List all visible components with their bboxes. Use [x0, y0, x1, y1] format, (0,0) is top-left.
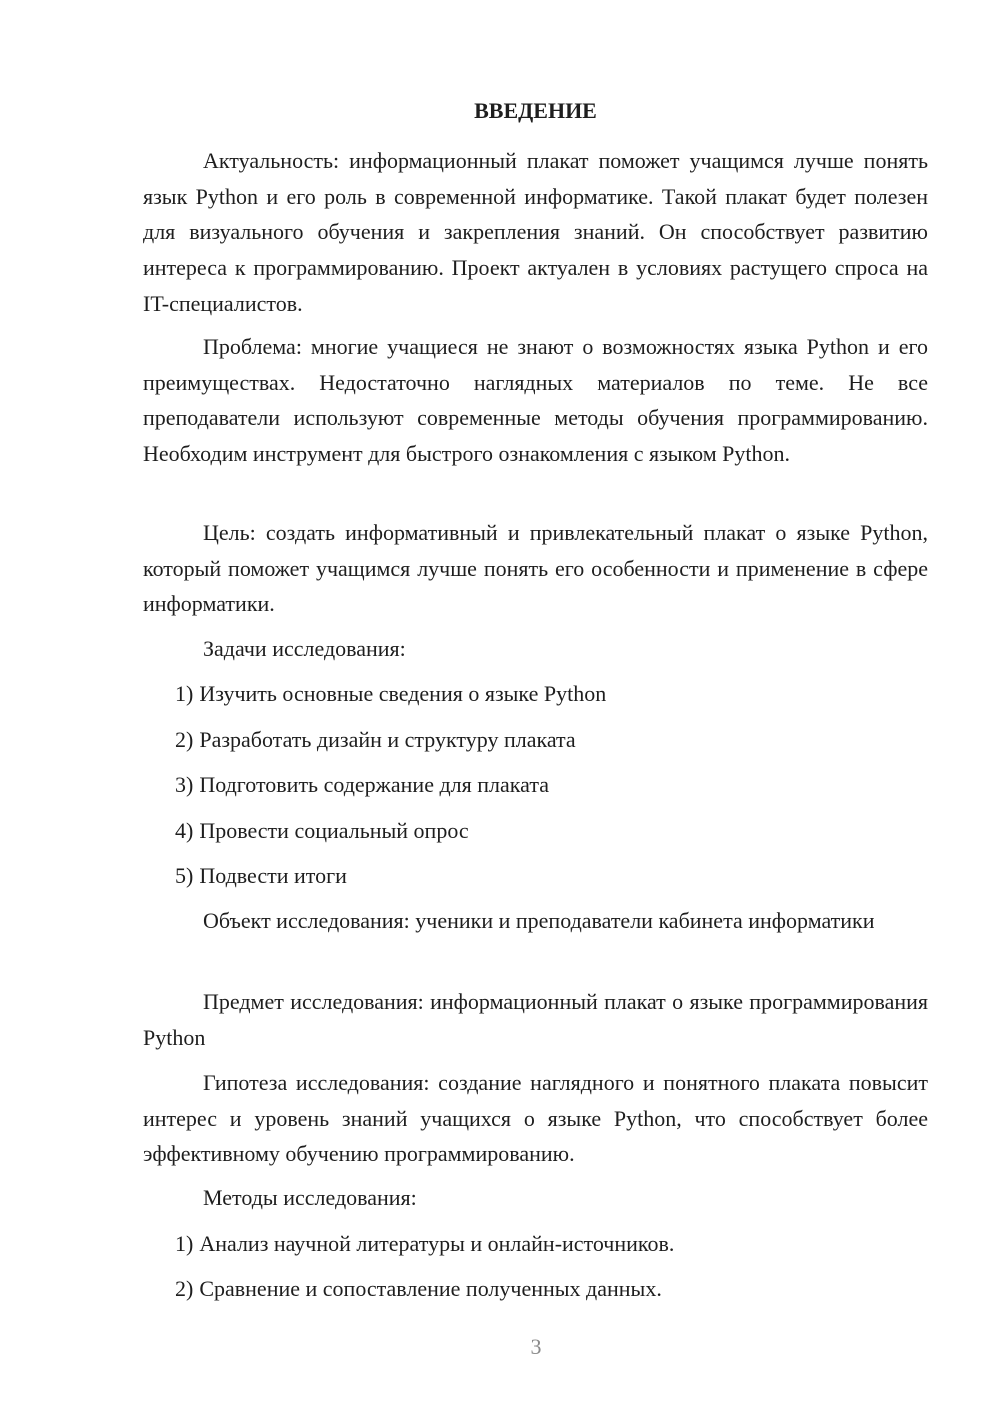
tasks-heading: Задачи исследования: — [203, 636, 406, 661]
problem-paragraph: Проблема: многие учащиеся не знают о возможностях языка Python и его преимуществах. Недостаточно наглядных материалов по теме. Не все преподаватели используют современные методы обучения программированию. Необходим инструмент для быстрого ознакомления с языком Python. — [143, 334, 928, 467]
task-number: 2) — [175, 727, 194, 752]
task-text: Изучить основные сведения о языке Python — [199, 681, 607, 706]
task-item — [175, 861, 928, 891]
task-number: 3) — [175, 772, 194, 797]
task-item — [175, 816, 928, 846]
task-item — [175, 725, 928, 755]
task-item — [175, 679, 928, 709]
task-number: 4) — [175, 818, 194, 843]
subject-paragraph: Предмет исследования: информационный плакат о языке программирования Python — [143, 989, 928, 1050]
task-text: Подвести итоги — [199, 863, 347, 888]
task-item — [175, 770, 928, 800]
hypothesis-paragraph: Гипотеза исследования: создание наглядного и понятного плаката повысит интерес и уровень знаний учащихся о языке Python, что способствует более эффективному обучению программированию. — [143, 1070, 928, 1167]
method-text: Анализ научной литературы и онлайн-источников. — [199, 1231, 675, 1256]
methods-heading: Методы исследования: — [203, 1185, 417, 1210]
task-text: Провести социальный опрос — [199, 818, 469, 843]
method-number: 1) — [175, 1231, 194, 1256]
task-text: Подготовить содержание для плаката — [199, 772, 549, 797]
method-number: 2) — [175, 1276, 194, 1301]
method-item — [175, 1229, 928, 1259]
page-number: 3 — [530, 1334, 542, 1359]
task-number: 1) — [175, 681, 194, 706]
task-number: 5) — [175, 863, 194, 888]
task-text: Разработать дизайн и структуру плаката — [199, 727, 576, 752]
method-item — [175, 1274, 928, 1304]
relevance-paragraph: Актуальность: информационный плакат поможет учащимся лучше понять язык Python и его роль в современной информатике. Такой плакат будет полезен для визуального обучения и закрепления знаний. Он способствует развитию интереса к программированию. Проект актуален в условиях растущего спроса на IT-специалистов. — [143, 148, 928, 316]
page-title: ВВЕДЕНИЕ — [474, 98, 597, 123]
object-paragraph: Объект исследования: ученики и преподаватели кабинета информатики — [203, 908, 875, 933]
method-text: Сравнение и сопоставление полученных данных. — [199, 1276, 662, 1301]
goal-paragraph: Цель: создать информативный и привлекательный плакат о языке Python, который поможет учащимся лучше понять его особенности и применение в сфере информатики. — [143, 520, 928, 617]
